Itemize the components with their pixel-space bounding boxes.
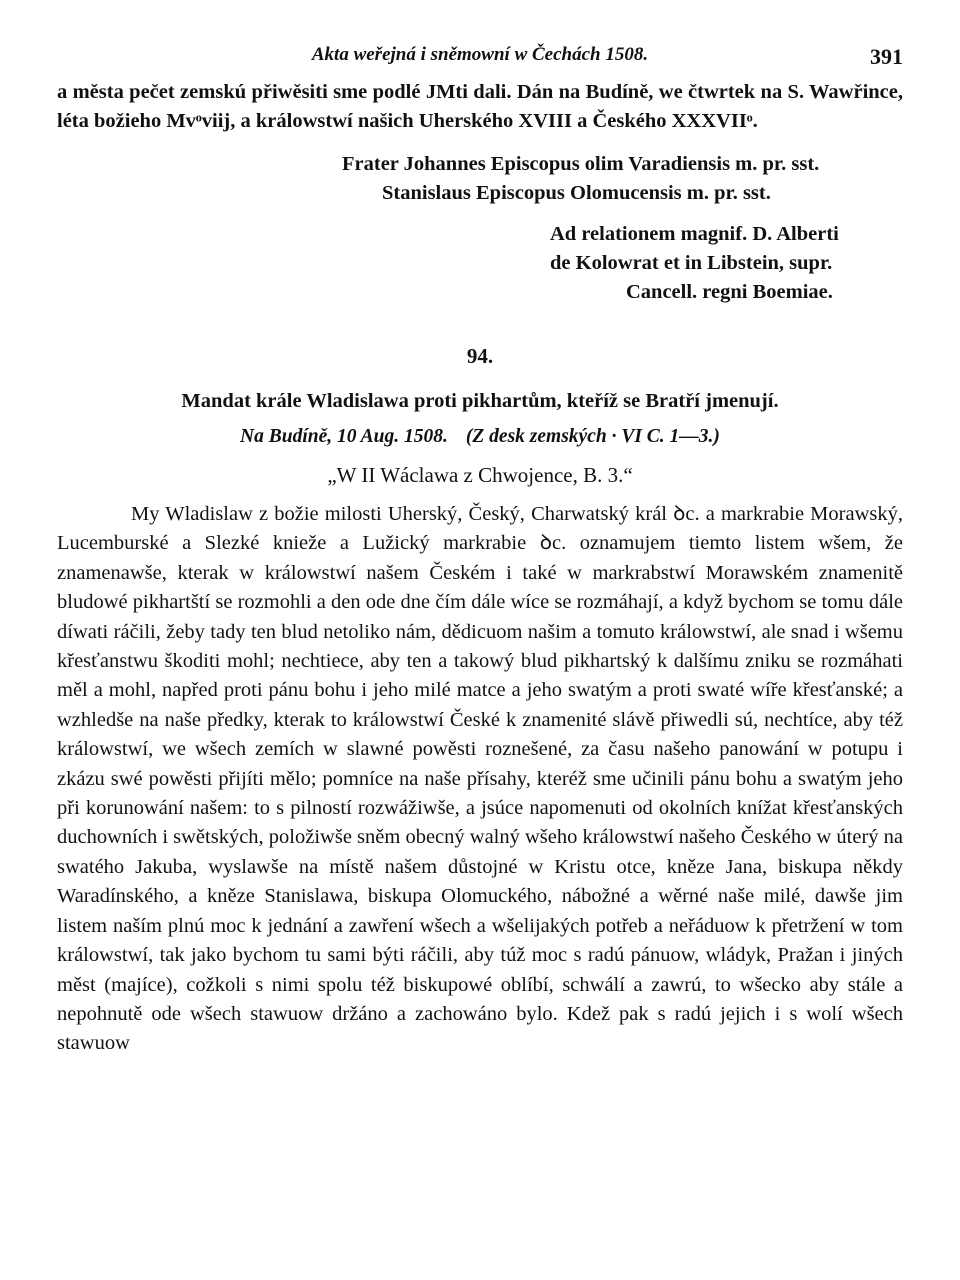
- source-reference: (Z desk zemských · VI C. 1—3.): [465, 426, 720, 447]
- relation-note: [57, 220, 903, 307]
- signature-block: [57, 150, 903, 208]
- register-reference: „W II Wáclawa z Chwojence, B. 3.“: [327, 463, 633, 487]
- document-source-line: [57, 422, 903, 451]
- place-date: Na Budíně, 10 Aug. 1508.: [240, 426, 448, 447]
- relation-line: Cancell. regni Boemiae.: [626, 281, 833, 303]
- relation-line: Ad relationem magnif. D. Alberti: [550, 223, 839, 245]
- running-title: Akta weřejná i sněmowní w Čechách 1508.: [311, 44, 649, 65]
- signature-line: Stanislaus Episcopus Olomucensis m. pr. sst.: [382, 182, 771, 204]
- book-page: [57, 38, 903, 1059]
- running-head: [57, 38, 903, 78]
- previous-document-closing: a města pečet zemskú přiwěsiti sme podlé JMti dali. Dán na Budíně, we čtwrtek na S. Wawřince, léta božieho Mvᵒviij, a králowstwí našich Uherského XVIII a Českého XXXVIIᵒ.: [57, 81, 903, 132]
- signature-line: Frater Johannes Episcopus olim Varadiensis m. pr. sst.: [342, 153, 820, 175]
- relation-line: de Kolowrat et in Libstein, supr.: [550, 252, 833, 274]
- document-title: Mandat krále Wladislawa proti pikhartům, kteříž se Bratří jmenují.: [181, 390, 779, 412]
- document-number: 94.: [466, 344, 494, 368]
- document-body: My Wladislaw z božie milosti Uherský, Český, Charwatský král ꝺc. a markrabie Morawský, Lucemburské a Slezké knieže a Lužický markrabie ꝺc. oznamujem tiemto listem wšem, že znamenawše, kterak w králowstwí našem Českém i také w markrabstwí Morawském znamenitě bludowé pikhartští se rozmohli a den ode dne čím dále wíce se rozmáhají, a když bychom se tomu dále díwati ráčili, žeby tady ten blud netoliko nám, dědicuom našim a tomuto králowstwí, ale snad i wšemu křesťanstwu škoditi mohl; nechtiece, aby ten a takowý blud pikhartský k dalšímu zniku se rozmáhati měl a mohl, napřed proti pánu bohu i jeho milé matce a jeho swatým a proti swaté wíře křesťanské; a wzhledše na naše předky, kterak to králowstwí České k znamenité slávě přiwedli sú, nechtíce, aby též králowstwí, we wšech zemích w slawné powěsti roznešené, za času našeho panowání w potupu i zkázu swé powěsti přijíti mělo; pomníce na naše přísahy, kteréž sme učinili pánu bohu a swatým jeho při korunowání našem: to s pilností rozwážiwše, a jsúce napomenuti od okolních knížat křesťanských duchowních i swětských, položiwše sněm obecný walný wšeho králowstwí našeho Českého w úterý na swatého Jakuba, wyslawše na místě našem důstojné w Kristu otce, kněze Jana, biskupa někdy Waradínského, a kněze Stanislawa, biskupa Olomuckého, nábožné a wěrné naše milé, dawše jim listem naším plnú moc k jednání a zawření wšech a wšelijakých potřeb a neřáduow k přetržení w tom králowstwí, tak jako bychom tu sami býti ráčili, aby túž moc s radú pánuow, wládyk, Pražan i jiných měst (majíce), cožkoli s nimi spolu též biskupowé oblíbí, schwálí a zawrú, to wšecko aby stále a nepohnutě ode wšech stawuow držáno a zachowáno bylo. Kdež pak s radú jejich i s wolí wšech stawuow: [57, 503, 904, 1055]
- page-number: 391: [870, 44, 903, 69]
